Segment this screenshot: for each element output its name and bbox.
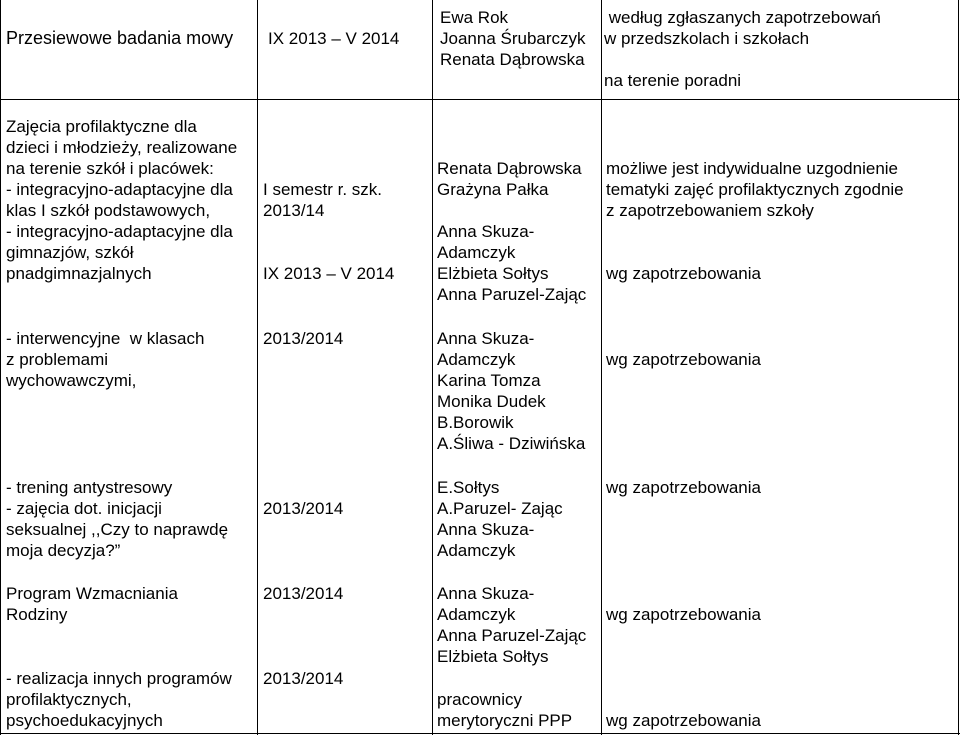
row1-description: Zajęcia profilaktyczne dla dzieci i młodzieży, realizowane na terenie szkół i placówek: - integracyjno-adaptacyjne dla klas I szkół podstawowych, - integracyjno-adaptacyjne dla gimnazjów, szkół pnadgimnazjalnych <box>6 117 238 283</box>
row2-date: 2013/2014 <box>263 329 344 348</box>
row1-notes-2: wg zapotrzebowania <box>606 264 761 283</box>
row1-persons: Renata Dąbrowska Grażyna Pałka Anna Skuza- Adamczyk Elżbieta Sołtys Anna Paruzel-Zając <box>437 159 587 304</box>
column-divider-1 <box>257 0 258 735</box>
row-divider-1 <box>0 99 960 100</box>
row5-date: 2013/2014 <box>263 669 344 688</box>
table-border-bottom <box>0 733 960 734</box>
row2-persons: Anna Skuza- Adamczyk Karina Tomza Monika Dudek B.Borowik A.Śliwa - Dziwińska <box>437 329 586 453</box>
row5-persons: pracownicy merytoryczni PPP <box>437 690 573 730</box>
column-divider-2 <box>432 0 433 735</box>
row4-description: Program Wzmacniania Rodziny <box>6 584 178 624</box>
row1-notes-1: możliwe jest indywidualne uzgodnienie tematyki zajęć profilaktycznych zgodnie z zapotrzebowaniem szkoły <box>606 159 904 220</box>
row5-description: - realizacja innych programów profilaktycznych, psychoedukacyjnych <box>6 669 232 730</box>
table-border-right <box>958 0 959 735</box>
row5-notes: wg zapotrzebowania <box>606 711 761 730</box>
header-title: Przesiewowe badania mowy <box>6 28 234 48</box>
row1-date-2: IX 2013 – V 2014 <box>263 264 395 283</box>
row4-persons: Anna Skuza- Adamczyk Anna Paruzel-Zając Elżbieta Sołtys <box>437 584 587 666</box>
header-date: IX 2013 – V 2014 <box>268 29 400 48</box>
header-notes-line-1: według zgłaszanych zapotrzebowań <box>604 8 881 27</box>
row2-description: - interwencyjne w klasach z problemami wychowawczymi, <box>6 329 205 390</box>
row2-notes: wg zapotrzebowania <box>606 350 761 369</box>
row3-description: - trening antystresowy - zajęcia dot. inicjacji seksualnej ,,Czy to naprawdę moja decyzja?” <box>6 478 229 560</box>
header-notes-line-2: w przedszkolach i szkołach <box>604 29 810 48</box>
row3-persons: E.Sołtys A.Paruzel- Zając Anna Skuza- Adamczyk <box>437 478 563 560</box>
row3-date: 2013/2014 <box>263 499 344 518</box>
row1-date-1: I semestr r. szk. 2013/14 <box>263 180 383 220</box>
row4-date: 2013/2014 <box>263 584 344 603</box>
row4-notes: wg zapotrzebowania <box>606 605 761 624</box>
header-person-3: Renata Dąbrowska <box>440 50 585 69</box>
header-person-2: Joanna Śrubarczyk <box>440 29 586 48</box>
header-person-1: Ewa Rok <box>440 8 509 27</box>
row3-notes: wg zapotrzebowania <box>606 478 761 497</box>
header-notes-line-3: na terenie poradni <box>604 71 742 90</box>
table-border-left <box>0 0 1 735</box>
column-divider-3 <box>601 0 602 735</box>
